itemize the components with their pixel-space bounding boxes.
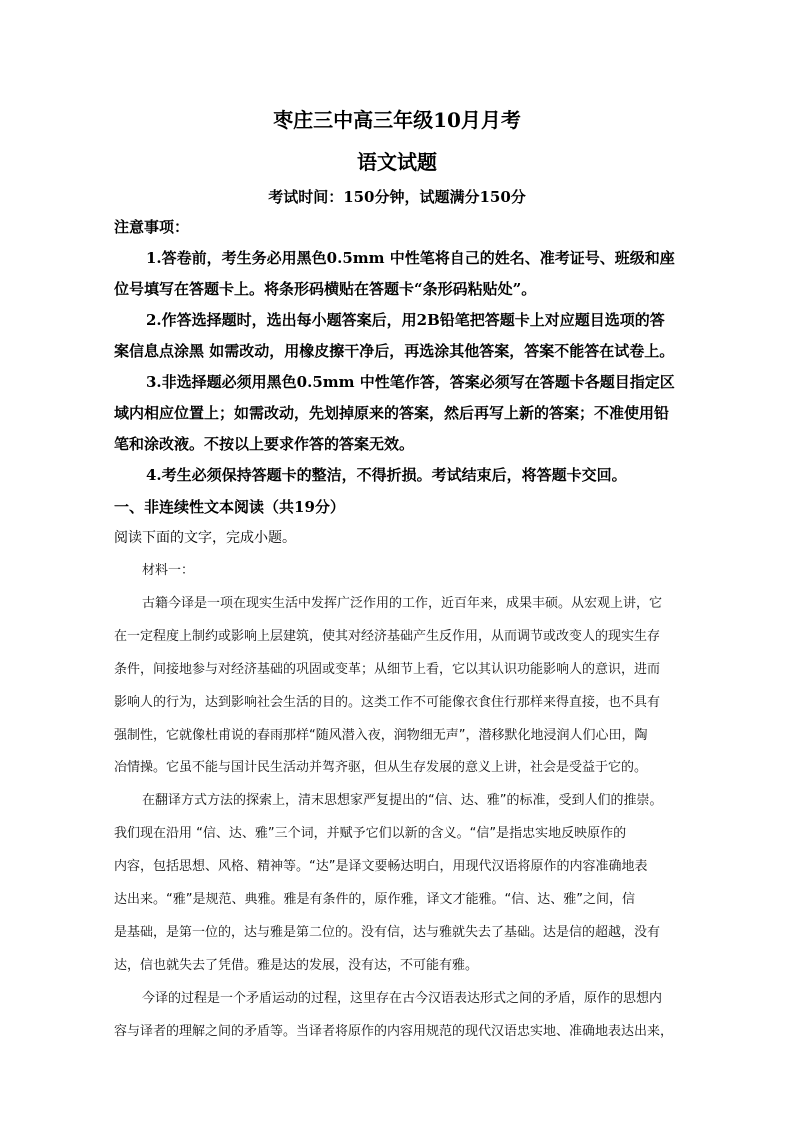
- material-line: 容与译者的理解之间的矛盾等。当译者将原作的内容用规范的现代汉语忠实地、准确地表达出来，: [114, 1024, 674, 1039]
- material-line: 今译的过程是一个矛盾运动的过程，这里存在古今汉语表达形式之间的矛盾，原作的思想内: [142, 991, 663, 1006]
- notes-heading: 注意事项：: [114, 218, 190, 236]
- note-line: 位号填写在答题卡上。将条形码横贴在答题卡“条形码粘贴处”。: [114, 280, 537, 298]
- material-line: 冶情操。它虽不能与国计民生活动并驾齐驱，但从生存发展的意义上讲，社会是受益于它的。: [114, 760, 648, 775]
- material-line: 在一定程度上制约或影响上层建筑，使其对经济基础产生反作用，从而调节或改变人的现实生存: [114, 629, 661, 644]
- material-line: 强制性，它就像杜甫说的春雨那样“随风潜入夜，润物细无声”，潜移默化地浸润人们心田，陶: [114, 728, 648, 743]
- material-line: 影响人的行为，达到影响社会生活的目的。这类工作不可能像衣食住行那样来得直接，也不具有: [114, 695, 661, 710]
- note-line: 案信息点涂黑 如需改动，用橡皮擦干净后，再选涂其他答案，答案不能答在试卷上。: [114, 342, 675, 360]
- note-line: 3.非选择题必须用黑色0.5mm 中性笔作答，答案必须写在答题卡各题目指定区: [146, 373, 675, 391]
- exam-title: 枣庄三中高三年级10月月考: [273, 108, 521, 132]
- note-line: 2.作答选择题时，选出每小题答案后，用2B铅笔把答题卡上对应题目选项的答: [146, 311, 665, 329]
- material-line: 是基础，是第一位的，达与雅是第二位的。没有信，达与雅就失去了基础。达是信的超越，没有: [114, 925, 661, 940]
- exam-time-info: 考试时间：150分钟，试题满分150分: [268, 188, 526, 206]
- material-line: 条件，间接地参与对经济基础的巩固或变革；从细节上看，它以其认识功能影响人的意识，进而: [114, 662, 661, 677]
- material-label: 材料一：: [142, 563, 195, 578]
- material-line: 在翻译方式方法的探索上，清末思想家严复提出的“信、达、雅”的标准，受到人们的推崇。: [142, 793, 663, 808]
- material-line: 达出来。“雅”是规范、典雅。雅是有条件的，原作雅，译文才能雅。“信、达、雅”之间，信: [114, 892, 635, 907]
- exam-subject: 语文试题: [357, 150, 437, 174]
- section-instruction: 阅读下面的文字，完成小题。: [114, 530, 296, 546]
- material-line: 达，信也就失去了凭借。雅是达的发展，没有达，不可能有雅。: [114, 958, 479, 973]
- section-heading: 一、非连续性文本阅读（共19分）: [114, 498, 345, 516]
- note-line: 域内相应位置上；如需改动，先划掉原来的答案，然后再写上新的答案；不准使用铅: [114, 404, 670, 422]
- note-line: 1.答卷前，考生务必用黑色0.5mm 中性笔将自己的姓名、准考证号、班级和座: [146, 249, 675, 267]
- note-line: 4.考生必须保持答题卡的整洁，不得折损。考试结束后，将答题卡交回。: [146, 466, 627, 484]
- note-line: 笔和涂改液。不按以上要求作答的答案无效。: [114, 435, 415, 453]
- material-line: 古籍今译是一项在现实生活中发挥广泛作用的工作，近百年来，成果丰硕。从宏观上讲，它: [142, 596, 663, 611]
- material-line: 我们现在沿用 “信、达、雅”三个词，并赋予它们以新的含义。“信”是指忠实地反映原作的: [114, 826, 627, 841]
- material-line: 内容，包括思想、风格、精神等。“达”是译文要畅达明白，用现代汉语将原作的内容准确地表: [114, 859, 648, 874]
